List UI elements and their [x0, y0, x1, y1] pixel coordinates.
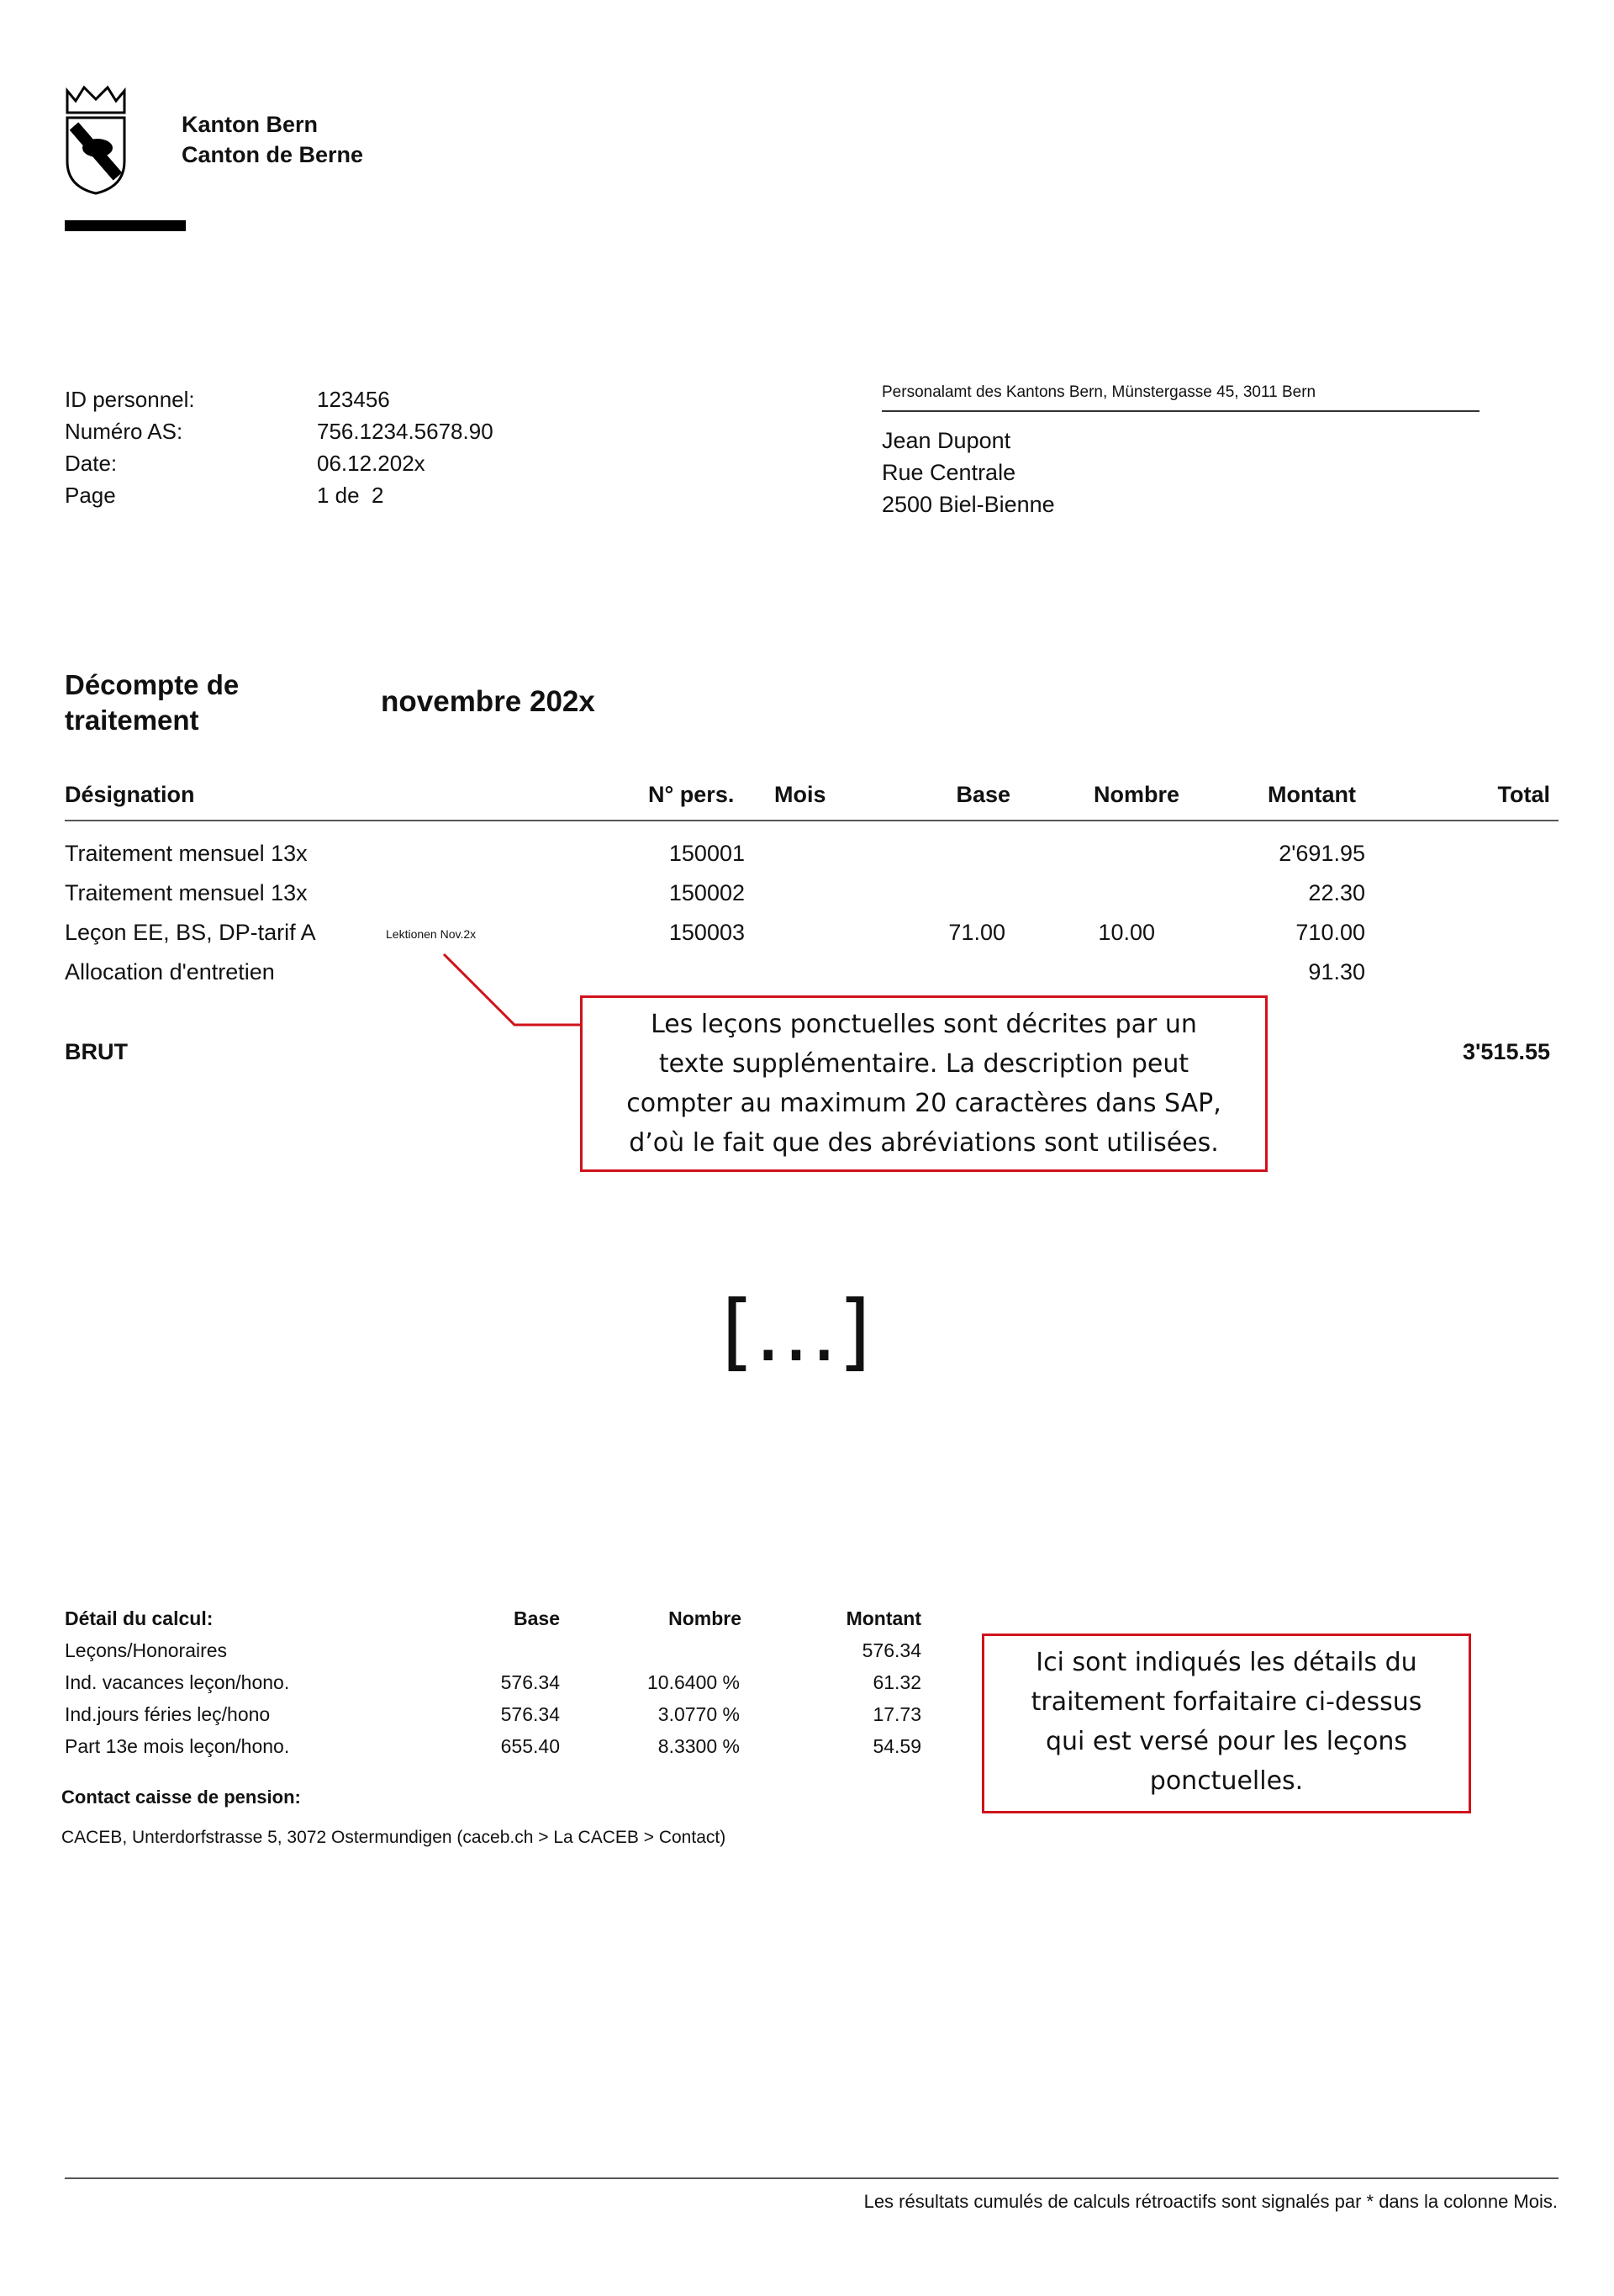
- row-designation: Allocation d'entretien: [65, 959, 275, 984]
- footer-note: Les résultats cumulés de calculs rétroactifs sont signalés par * dans la colonne Mois.: [863, 2191, 1558, 2212]
- row-nombre: 10.00: [1098, 920, 1155, 945]
- recipient-name: Jean Dupont: [882, 428, 1011, 453]
- row-npers: 150002: [668, 880, 745, 905]
- callout-line: d’où le fait que des abréviations sont utilisées.: [629, 1128, 1219, 1158]
- recipient-city: 2500 Biel-Bienne: [882, 492, 1055, 517]
- detail-row-nombre: 8.3300 %: [657, 1735, 740, 1757]
- col-header-total: Total: [1497, 782, 1550, 807]
- detail-row-nombre: 3.0770 %: [657, 1703, 740, 1725]
- detail-row-montant: 576.34: [862, 1639, 921, 1661]
- row-montant: 22.30: [1308, 880, 1365, 905]
- detail-row-label: Ind. vacances leçon/hono.: [65, 1671, 290, 1693]
- detail-row-label: Part 13e mois leçon/hono.: [65, 1735, 290, 1757]
- detail-row-base: 576.34: [500, 1671, 560, 1693]
- pension-contact-label: Contact caisse de pension:: [61, 1787, 301, 1808]
- callout-line: traitement forfaitaire ci-dessus: [1031, 1687, 1422, 1717]
- info-label: Page: [65, 483, 116, 508]
- sender-line: Personalamt des Kantons Bern, Münstergasse 45, 3011 Bern: [882, 383, 1480, 412]
- row-supplementary-text: Lektionen Nov.2x: [386, 927, 477, 941]
- callout-line: Ici sont indiqués les détails du: [1036, 1648, 1417, 1677]
- detail-header-montant: Montant: [846, 1607, 921, 1629]
- pension-contact: CACEB, Unterdorfstrasse 5, 3072 Ostermundigen (caceb.ch > La CACEB > Contact): [61, 1828, 726, 1847]
- document-title: Décompte de traitement: [65, 669, 240, 736]
- info-label: Date:: [65, 451, 118, 476]
- document-period: novembre 202x: [381, 685, 595, 718]
- callout-line: ponctuelles.: [1149, 1766, 1304, 1796]
- info-value: 756.1234.5678.90: [317, 419, 493, 444]
- col-header-mois: Mois: [774, 782, 826, 807]
- detail-header-label: Détail du calcul:: [65, 1607, 214, 1629]
- row-montant: 91.30: [1308, 959, 1365, 984]
- detail-header-nombre: Nombre: [668, 1607, 741, 1629]
- info-label: ID personnel:: [65, 387, 195, 412]
- col-header-nombre: Nombre: [1094, 782, 1180, 807]
- row-npers: 150003: [668, 920, 745, 945]
- detail-row-montant: 61.32: [873, 1671, 921, 1693]
- recipient-street: Rue Centrale: [882, 460, 1016, 485]
- detail-row-base: 576.34: [500, 1703, 560, 1725]
- callout-line: Les leçons ponctuelles sont décrites par un: [651, 1010, 1197, 1039]
- detail-row-montant: 17.73: [873, 1703, 921, 1725]
- callout-line: texte supplémentaire. La description peut: [658, 1049, 1189, 1079]
- brut-total: 3'515.55: [1462, 1039, 1550, 1064]
- row-montant: 710.00: [1295, 920, 1365, 945]
- row-base: 71.00: [948, 920, 1005, 945]
- col-header-designation: Désignation: [65, 782, 195, 807]
- detail-row-label: Leçons/Honoraires: [65, 1639, 228, 1661]
- callout-detail-explanation: [982, 1634, 1471, 1813]
- detail-header-base: Base: [514, 1607, 560, 1629]
- detail-row-montant: 54.59: [873, 1735, 921, 1757]
- detail-row-base: 655.40: [500, 1735, 560, 1757]
- canton-name-fr: Canton de Berne: [182, 142, 364, 167]
- callout-supplementary-text: [580, 995, 1268, 1172]
- col-header-base: Base: [956, 782, 1010, 807]
- col-header-npers: N° pers.: [648, 782, 735, 807]
- row-designation: Traitement mensuel 13x: [65, 841, 308, 866]
- row-montant: 2'691.95: [1279, 841, 1365, 866]
- detail-row-label: Ind.jours féries leç/hono: [65, 1703, 271, 1725]
- row-designation: Leçon EE, BS, DP-tarif A: [65, 920, 316, 945]
- brut-label: BRUT: [65, 1039, 128, 1064]
- callout-line: compter au maximum 20 caractères dans SAP,: [626, 1089, 1221, 1118]
- footer-rule: [65, 2177, 1559, 2179]
- detail-row-nombre: 10.6400 %: [647, 1671, 740, 1693]
- omission-marker: […]: [721, 1282, 872, 1380]
- info-label: Numéro AS:: [65, 419, 183, 444]
- canton-name-de: Kanton Bern: [182, 112, 318, 137]
- info-value: 1 de 2: [317, 483, 384, 508]
- row-npers: 150001: [668, 841, 745, 866]
- row-designation: Traitement mensuel 13x: [65, 880, 308, 905]
- callout-line: qui est versé pour les leçons: [1045, 1727, 1407, 1756]
- info-value: 123456: [317, 387, 390, 412]
- info-value: 06.12.202x: [317, 451, 425, 476]
- col-header-montant: Montant: [1268, 782, 1356, 807]
